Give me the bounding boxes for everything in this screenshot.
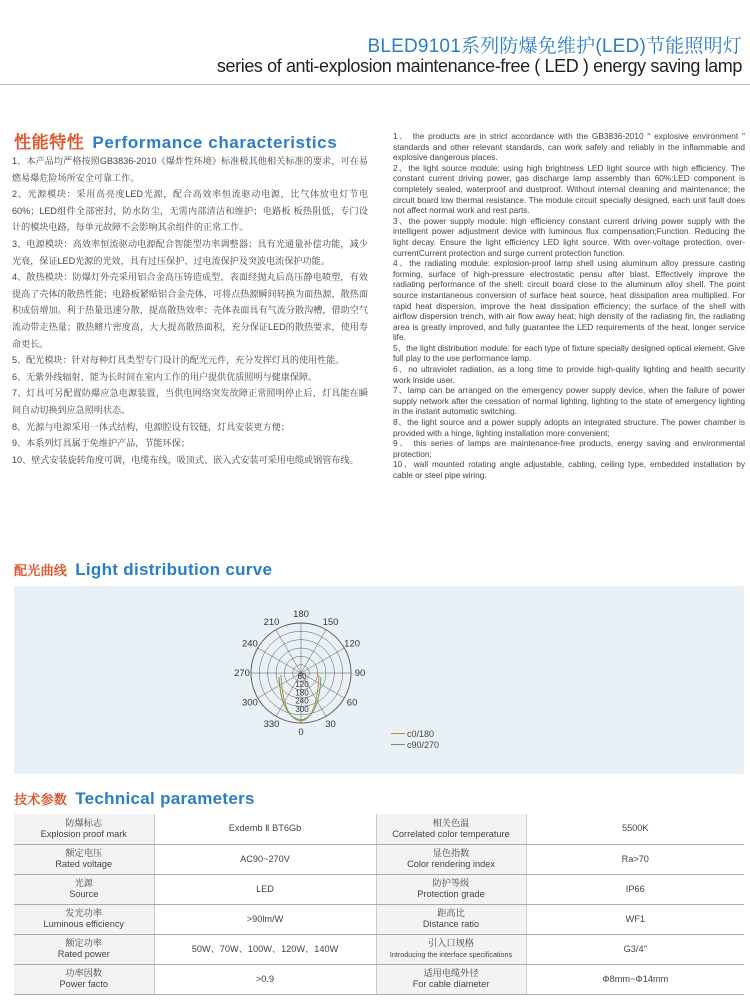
performance-item-en: 4、the radiating module: explosion-proof lamp shell using aluminum alloy pressure casting forming, surface of high-pressure electrostatic pensu after blast. Effectively improve the radiating performance of the shell: circuit board close to the aluminum alloy shell. The point source instantaneous conversion of surface heat source, heat dissipation area multiplied. For rapid heat dispersion, improve the heat dissipation efficiency; the surface of the shell with airflow dispersion trench, with air flow away heat; high density of the radiating fin, the radiating area is greatly improved, and fully guarantee the LED requirements of the heat, longer service life. — [393, 258, 745, 343]
polar-radial-label: 180 — [295, 688, 309, 698]
performance-item-cn: 3、电源模块：高效率恒流驱动电源配合智能型功率调整器；具有光通量补偿功能，减少光衰，保证LED光源的光效，具有过压保护、过电流保护及突波电流保护功能。 — [12, 238, 368, 266]
performance-item-cn: 9、本系列灯具属于免维护产品，节能环保； — [12, 438, 190, 449]
param-label-cn: 防护等级 — [432, 878, 470, 888]
param-value-cell: Ra>70 — [526, 844, 744, 874]
param-label-cn: 引入口规格 — [428, 938, 474, 948]
polar-spoke — [301, 648, 344, 673]
param-value-cell: G3/4" — [526, 934, 744, 964]
light-curve-heading-en: Light distribution curve — [75, 560, 273, 579]
performance-item-cn: 8、光源与电源采用一体式结构，电源腔设有铰链，灯具安装更方便； — [12, 421, 290, 432]
param-label-cn: 额定功率 — [65, 938, 103, 948]
param-value-cell: LED — [154, 874, 376, 904]
param-label-en: Correlated color temperature — [392, 828, 510, 839]
polar-angle-label: 150 — [322, 616, 339, 628]
param-label-cn: 防爆标志 — [65, 817, 103, 828]
polar-radial-label: 60 — [297, 672, 307, 681]
performance-item-en: 9、 this series of lamps are maintenance-free products, energy saving and environmental protection; — [393, 438, 745, 459]
param-label-cn: 距高比 — [437, 908, 465, 918]
polar-radial-label: 300 — [295, 704, 309, 714]
param-label-cell — [14, 844, 154, 874]
param-label-cell — [376, 964, 526, 994]
performance-list-en — [393, 131, 745, 481]
param-label-cn: 额定电压 — [65, 848, 103, 858]
polar-spoke — [276, 630, 301, 673]
performance-item-en: 3、the power supply module: high efficiency constant current driving power supply with the intelligent power adjustment device with luminous flux compensation;Function. Reducing the light decay. Ensure the light efficiency LED light source. With over-voltage protection, over-currentCurrent protection and surge current protection function. — [393, 215, 745, 258]
technical-heading-cn: 技术参数 — [14, 792, 68, 807]
light-curve-heading-cn: 配光曲线 — [14, 563, 68, 578]
performance-item-en: 8、the light source and a power supply adopts an integrated structure. The power chamber is provided with a hinge, lighting installation more convenient; — [393, 417, 745, 438]
param-label-cell — [376, 934, 526, 964]
param-label-cn: 适用电缆外径 — [423, 968, 479, 978]
performance-item-cn: 1、本产品均严格按照GB3836-2010《爆炸性环境》标准极其他相关标准的要求，可在易燃易爆危险场所安全可靠工作。 — [12, 156, 368, 183]
performance-item-en: 1、 the products are in strict accordance with the GB3836-2010 " explosive environment " standards and other relevant standards, can work safely and reliably in the inflammable and explosive dangerous places. — [393, 131, 745, 163]
param-label-cn: 功率因数 — [65, 968, 103, 978]
polar-angle-label: 270 — [234, 668, 250, 679]
technical-parameters-table — [14, 814, 744, 995]
title-chinese: BLED9101系列防爆免维护(LED)节能照明灯 — [367, 36, 742, 57]
param-label-cell — [376, 844, 526, 874]
table-row — [14, 844, 744, 874]
polar-angle-label: 90 — [354, 668, 366, 679]
param-label-cell — [376, 904, 526, 934]
performance-item-en: 6、no ultraviolet radiation, as a long time to provide high-quality lighting and health security work inside user. — [393, 364, 745, 385]
legend-label: c0/180 — [407, 728, 435, 739]
param-label-en: Color rendering index — [407, 859, 495, 869]
performance-item-en: 2、the light source module: using high brightness LED light source with high efficiency. The constant current driving power, gas discharge lamp assembly than 60%:LED component is completely sealed, waterproof and dustproof. Without internal cleaning and maintenance; the circuit board low thermal resistance. The module circuit specially designed, each unit fault does not affect normal work and rest parts. — [393, 162, 745, 216]
polar-angle-label: 210 — [263, 616, 280, 628]
param-value-cell: Φ8mm~Φ14mm — [526, 964, 744, 994]
polar-radial-label: 120 — [295, 680, 309, 690]
legend-entry-c0-180 — [391, 728, 439, 739]
param-label-cell — [14, 934, 154, 964]
param-label-cell — [14, 814, 154, 844]
param-value-cell: AC90~270V — [154, 844, 376, 874]
param-label-cell — [14, 964, 154, 994]
performance-item-cn: 5、配光模块：针对每种灯具类型专门设计的配光元件，充分发挥灯具的使用性能。 — [12, 355, 345, 366]
param-label-en: Rated power — [57, 949, 110, 959]
param-value-cell: >90lm/W — [154, 904, 376, 934]
performance-item-en: 10、wall mounted rotating angle adjustable, cabling, ceiling type, embedded installation by cable or steel pipe wiring. — [393, 459, 745, 480]
performance-heading — [14, 128, 337, 153]
light-curve-legend — [391, 728, 439, 750]
param-label-en: Luminous efficiency — [43, 919, 125, 929]
param-label-cell — [14, 904, 154, 934]
polar-angle-label: 180 — [293, 609, 309, 620]
param-label-cell — [14, 874, 154, 904]
param-value-cell: 5500K — [526, 814, 744, 844]
param-label-cn: 显色指数 — [432, 848, 470, 858]
performance-item-cn: 6、无紫外线辐射，能为长时间在室内工作的用户提供优质照明与健康保障。 — [12, 371, 318, 382]
param-value-cell: IP66 — [526, 874, 744, 904]
polar-light-distribution-diagram — [219, 600, 389, 750]
technical-parameters-body — [14, 814, 744, 994]
technical-heading-en: Technical parameters — [75, 789, 255, 808]
performance-item-en: 5、the light distribution module: for each type of fixture specially designed optical element. Give full play to the use performance lamp. — [393, 342, 745, 364]
param-label-cn: 光源 — [74, 878, 93, 888]
param-label-en: Distance ratio — [422, 919, 480, 929]
performance-item-cn: 4、散热模块：防爆灯外壳采用铝合金高压铸造成型，表面经抛丸后高压静电喷塑，有效提高了壳体的散热性能；电路板紧贴铝合金壳体，可将点热源瞬间转换为面热源，散热面积成倍增加。利于热量迅速分散，提高散热效率；壳体表面具有气流分散沟槽，借助空气流动带走热量；散热鳍片密度高，大大提高散热面积，充分保证LED的散热要求，使用寿命更长。 — [12, 272, 368, 349]
param-label-cn: 相关色温 — [432, 817, 470, 828]
light-curve-heading — [14, 560, 272, 580]
performance-heading-en: Performance characteristics — [92, 133, 338, 152]
polar-angle-label: 120 — [344, 638, 361, 650]
param-label-en: Protection grade — [417, 889, 485, 899]
param-label-cell — [376, 814, 526, 844]
performance-item-cn: 2、光源模块：采用高亮度LED光源，配合高效率恒流驱动电源，比气体放电灯节电60%；LED组件全部密封，防水防尘，无需内部清洁和维护；电路板 板热阻低，专门设计的模块电路，每单元故障不会影响其余组件的正常工作。 — [12, 189, 368, 233]
param-value-cell: Exdemb Ⅱ BT6Gb — [154, 814, 376, 844]
title-english: series of anti-explosion maintenance-free ( LED ) energy saving lamp — [216, 56, 742, 76]
param-label-en: Power facto — [59, 979, 108, 989]
performance-item-en: 7、lamp can be arranged on the emergency power supply device, when the failure of power supply network after the cessation of normal lighting, lighting to the state of emergency lighting in the instant automatic switching. — [393, 385, 745, 417]
polar-spoke — [258, 648, 301, 673]
header-divider — [0, 84, 750, 85]
performance-list-cn — [12, 153, 368, 468]
legend-label: c90/270 — [407, 739, 440, 750]
polar-angle-label: 300 — [241, 697, 258, 709]
param-label-en: For cable diameter — [412, 979, 490, 989]
param-label-cn: 发光功率 — [65, 908, 103, 918]
param-value-cell: 50W、70W、100W、120W、140W — [154, 934, 376, 964]
performance-item-cn: 10、壁式安装旋转角度可调，电缆布线，吸顶式、嵌入式安装可采用电缆或钢管布线。 — [12, 454, 359, 465]
table-row — [14, 814, 744, 844]
param-value-cell: WF1 — [526, 904, 744, 934]
polar-radial-label: 240 — [295, 696, 309, 706]
polar-angle-label: 240 — [241, 638, 258, 650]
legend-swatch — [391, 744, 405, 746]
legend-swatch — [391, 733, 405, 735]
table-row — [14, 904, 744, 934]
polar-angle-label: 30 — [325, 719, 336, 731]
polar-angle-label: 0 — [298, 727, 304, 738]
polar-angle-label: 330 — [263, 719, 280, 731]
legend-entry-c90-270 — [391, 739, 439, 750]
table-row — [14, 934, 744, 964]
polar-angle-label: 60 — [346, 697, 358, 709]
polar-spoke — [301, 630, 326, 673]
param-label-en: Explosion proof mark — [40, 828, 127, 839]
technical-heading — [14, 789, 255, 809]
performance-item-cn: 7、灯具可另配置防爆应急电源装置，当供电网络突发故障正常照明停止后，灯具能在瞬间自动切换到应急照明状态。 — [12, 388, 368, 415]
table-row — [14, 874, 744, 904]
param-label-en: Rated voltage — [55, 859, 113, 869]
param-value-cell: >0.9 — [154, 964, 376, 994]
table-row — [14, 964, 744, 994]
param-label-en: Source — [69, 889, 99, 899]
performance-heading-cn: 性能特性 — [14, 133, 85, 152]
param-label-en: Introducing the interface specifications — [389, 950, 513, 959]
param-label-cell — [376, 874, 526, 904]
